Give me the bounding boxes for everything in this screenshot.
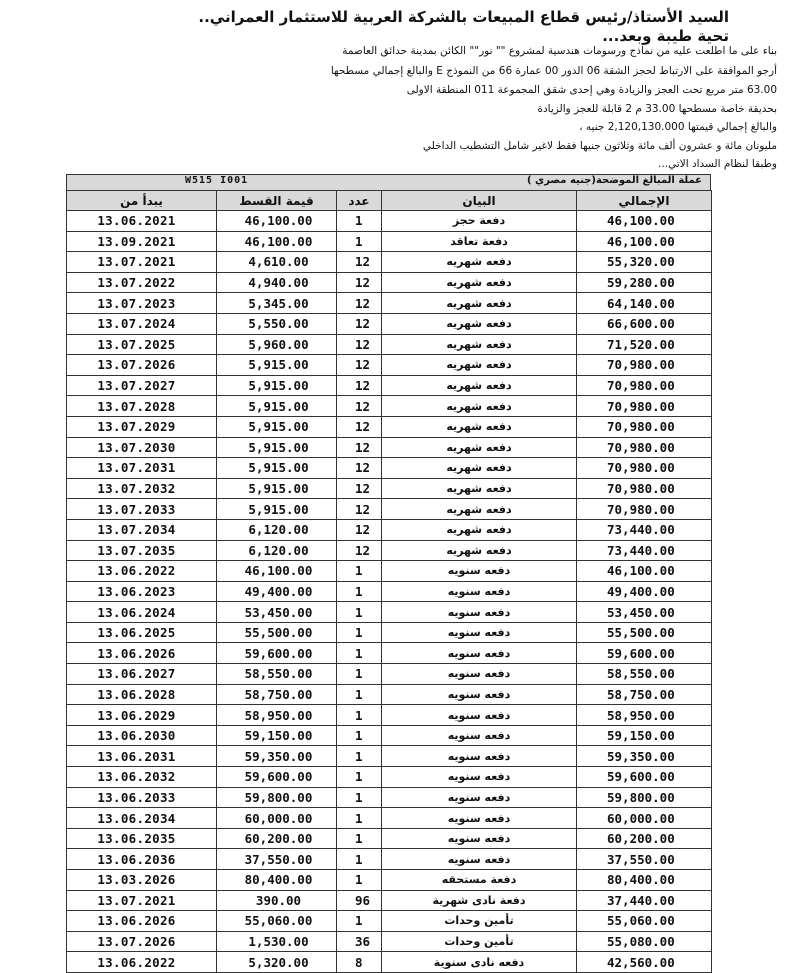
salutation-line: السيد الأستاذ/رئيس قطاع المبيعات بالشركة العربية للاستثمار العمراني.. bbox=[198, 8, 729, 26]
cell-total: 70,980.00 bbox=[577, 437, 712, 458]
cell-installment: 59,600.00 bbox=[217, 643, 337, 664]
cell-start-date: 13.06.2022 bbox=[67, 952, 217, 973]
cell-description: دفعه شهريه bbox=[382, 519, 577, 540]
cell-total: 53,450.00 bbox=[577, 602, 712, 623]
table-row bbox=[67, 540, 712, 561]
cell-start-date: 13.07.2021 bbox=[67, 890, 217, 911]
table-row bbox=[67, 643, 712, 664]
cell-start-date: 13.07.2021 bbox=[67, 252, 217, 273]
cell-count: 1 bbox=[337, 684, 382, 705]
table-row bbox=[67, 581, 712, 602]
payment-schedule bbox=[66, 174, 711, 973]
cell-installment: 80,400.00 bbox=[217, 870, 337, 891]
cell-installment: 58,950.00 bbox=[217, 705, 337, 726]
cell-installment: 5,550.00 bbox=[217, 313, 337, 334]
cell-total: 58,750.00 bbox=[577, 684, 712, 705]
cell-installment: 60,000.00 bbox=[217, 808, 337, 829]
cell-start-date: 13.07.2033 bbox=[67, 499, 217, 520]
cell-description: دفعه سنويه bbox=[382, 602, 577, 623]
cell-installment: 5,915.00 bbox=[217, 437, 337, 458]
cell-description: دفعه شهريه bbox=[382, 540, 577, 561]
cell-count: 12 bbox=[337, 396, 382, 417]
cell-start-date: 13.07.2034 bbox=[67, 519, 217, 540]
cell-description: دفعه سنويه bbox=[382, 622, 577, 643]
cell-start-date: 13.06.2026 bbox=[67, 643, 217, 664]
cell-total: 70,980.00 bbox=[577, 458, 712, 479]
cell-total: 70,980.00 bbox=[577, 416, 712, 437]
cell-count: 1 bbox=[337, 746, 382, 767]
cell-installment: 6,120.00 bbox=[217, 540, 337, 561]
table-row bbox=[67, 334, 712, 355]
cell-description: دفعه شهريه bbox=[382, 458, 577, 479]
currency-note: عملة المبالغ الموضحة(جنيه مصري ) bbox=[526, 175, 702, 186]
cell-start-date: 13.06.2027 bbox=[67, 664, 217, 685]
cell-total: 70,980.00 bbox=[577, 375, 712, 396]
cell-description: دفعه شهريه bbox=[382, 499, 577, 520]
table-row bbox=[67, 787, 712, 808]
table-row bbox=[67, 911, 712, 932]
cell-installment: 37,550.00 bbox=[217, 849, 337, 870]
cell-count: 1 bbox=[337, 643, 382, 664]
cell-start-date: 13.07.2025 bbox=[67, 334, 217, 355]
cell-description: دفعه سنويه bbox=[382, 561, 577, 582]
header-count: عدد bbox=[337, 191, 382, 211]
cell-installment: 4,610.00 bbox=[217, 252, 337, 273]
cell-start-date: 13.06.2034 bbox=[67, 808, 217, 829]
cell-installment: 59,800.00 bbox=[217, 787, 337, 808]
table-row bbox=[67, 355, 712, 376]
cell-description: دفعه سنويه bbox=[382, 725, 577, 746]
cell-installment: 60,200.00 bbox=[217, 828, 337, 849]
cell-installment: 58,750.00 bbox=[217, 684, 337, 705]
table-row bbox=[67, 416, 712, 437]
cell-installment: 5,915.00 bbox=[217, 416, 337, 437]
cell-start-date: 13.06.2029 bbox=[67, 705, 217, 726]
cell-total: 59,150.00 bbox=[577, 725, 712, 746]
cell-installment: 5,915.00 bbox=[217, 478, 337, 499]
cell-installment: 5,915.00 bbox=[217, 458, 337, 479]
cell-start-date: 13.06.2035 bbox=[67, 828, 217, 849]
cell-count: 1 bbox=[337, 602, 382, 623]
table-row bbox=[67, 375, 712, 396]
cell-description: دفعه سنويه bbox=[382, 705, 577, 726]
cell-count: 12 bbox=[337, 355, 382, 376]
cell-start-date: 13.06.2036 bbox=[67, 849, 217, 870]
letter-body-line-3: 63.00 متر مربع تحت العجز والزيادة وهي إحدى شقق المجموعة 011 المنطقة الاولى bbox=[406, 84, 777, 96]
cell-total: 59,600.00 bbox=[577, 643, 712, 664]
cell-installment: 58,550.00 bbox=[217, 664, 337, 685]
cell-count: 12 bbox=[337, 478, 382, 499]
cell-installment: 5,915.00 bbox=[217, 355, 337, 376]
cell-total: 60,000.00 bbox=[577, 808, 712, 829]
cell-start-date: 13.06.2025 bbox=[67, 622, 217, 643]
cell-installment: 5,345.00 bbox=[217, 293, 337, 314]
cell-start-date: 13.06.2030 bbox=[67, 725, 217, 746]
cell-total: 58,550.00 bbox=[577, 664, 712, 685]
cell-start-date: 13.03.2026 bbox=[67, 870, 217, 891]
table-row bbox=[67, 828, 712, 849]
cell-description: دفعه شهريه bbox=[382, 272, 577, 293]
cell-start-date: 13.06.2026 bbox=[67, 911, 217, 932]
table-row bbox=[67, 664, 712, 685]
table-row bbox=[67, 705, 712, 726]
letter-header bbox=[0, 0, 799, 175]
letter-body-line-6: مليونان مائة و عشرون ألف مائة وثلاثون جنيها فقط لاغير شامل التشطيب الداخلي bbox=[422, 140, 777, 152]
cell-installment: 46,100.00 bbox=[217, 231, 337, 252]
cell-total: 59,280.00 bbox=[577, 272, 712, 293]
cell-description: دفعه شهريه bbox=[382, 416, 577, 437]
cell-total: 37,550.00 bbox=[577, 849, 712, 870]
table-caption bbox=[66, 174, 711, 190]
cell-count: 8 bbox=[337, 952, 382, 973]
letter-body-line-7: وطبقا لنظام السداد الاتي... bbox=[658, 158, 777, 170]
cell-count: 1 bbox=[337, 622, 382, 643]
cell-description: تأمين وحدات bbox=[382, 911, 577, 932]
cell-start-date: 13.07.2030 bbox=[67, 437, 217, 458]
cell-start-date: 13.06.2031 bbox=[67, 746, 217, 767]
header-description: البيان bbox=[382, 191, 577, 211]
cell-installment: 46,100.00 bbox=[217, 211, 337, 232]
header-installment: قيمة القسط bbox=[217, 191, 337, 211]
cell-start-date: 13.06.2022 bbox=[67, 561, 217, 582]
table-row bbox=[67, 437, 712, 458]
letter-body-line-5: والبالغ إجمالي قيمتها 2,120,130.000 جنيه ، bbox=[579, 121, 777, 133]
cell-installment: 59,600.00 bbox=[217, 767, 337, 788]
cell-count: 12 bbox=[337, 437, 382, 458]
cell-description: دفعه شهريه bbox=[382, 437, 577, 458]
table-row bbox=[67, 767, 712, 788]
cell-total: 59,800.00 bbox=[577, 787, 712, 808]
cell-count: 1 bbox=[337, 828, 382, 849]
table-row bbox=[67, 252, 712, 273]
cell-description: دفعه سنويه bbox=[382, 808, 577, 829]
cell-start-date: 13.07.2026 bbox=[67, 355, 217, 376]
table-row bbox=[67, 746, 712, 767]
table-row bbox=[67, 396, 712, 417]
table-row bbox=[67, 211, 712, 232]
cell-total: 70,980.00 bbox=[577, 478, 712, 499]
cell-count: 1 bbox=[337, 849, 382, 870]
cell-description: دفعه شهريه bbox=[382, 334, 577, 355]
table-row bbox=[67, 808, 712, 829]
header-start-date: يبدأ من bbox=[67, 191, 217, 211]
cell-count: 12 bbox=[337, 272, 382, 293]
cell-count: 12 bbox=[337, 458, 382, 479]
cell-description: دفعه نادى سنوية bbox=[382, 952, 577, 973]
cell-installment: 5,915.00 bbox=[217, 375, 337, 396]
table-row bbox=[67, 561, 712, 582]
cell-count: 1 bbox=[337, 561, 382, 582]
table-header-row bbox=[67, 191, 712, 211]
table-row bbox=[67, 931, 712, 952]
cell-start-date: 13.07.2022 bbox=[67, 272, 217, 293]
cell-total: 42,560.00 bbox=[577, 952, 712, 973]
cell-count: 1 bbox=[337, 211, 382, 232]
cell-count: 1 bbox=[337, 870, 382, 891]
cell-description: دفعة مستحقه bbox=[382, 870, 577, 891]
table-row bbox=[67, 499, 712, 520]
cell-start-date: 13.09.2021 bbox=[67, 231, 217, 252]
letter-body-line-4: بحديقة خاصة مسطحها 33.00 م 2 قابلة للعجز والزيادة bbox=[537, 103, 777, 115]
cell-total: 70,980.00 bbox=[577, 499, 712, 520]
cell-count: 36 bbox=[337, 931, 382, 952]
table-row bbox=[67, 622, 712, 643]
cell-count: 12 bbox=[337, 375, 382, 396]
cell-count: 12 bbox=[337, 416, 382, 437]
cell-total: 59,350.00 bbox=[577, 746, 712, 767]
cell-count: 1 bbox=[337, 767, 382, 788]
cell-installment: 5,915.00 bbox=[217, 499, 337, 520]
cell-total: 73,440.00 bbox=[577, 540, 712, 561]
cell-count: 1 bbox=[337, 808, 382, 829]
letter-body-line-1: بناء على ما اطلعت عليه من نماذج ورسومات هندسية لمشروع "" نور"" الكائن بمدينة حدائق العاصمة bbox=[342, 45, 777, 57]
cell-total: 80,400.00 bbox=[577, 870, 712, 891]
table-row bbox=[67, 890, 712, 911]
table-body bbox=[67, 211, 712, 973]
cell-description: دفعه شهريه bbox=[382, 478, 577, 499]
cell-installment: 390.00 bbox=[217, 890, 337, 911]
table-row bbox=[67, 293, 712, 314]
cell-total: 73,440.00 bbox=[577, 519, 712, 540]
table-row bbox=[67, 725, 712, 746]
cell-total: 60,200.00 bbox=[577, 828, 712, 849]
cell-count: 12 bbox=[337, 313, 382, 334]
cell-count: 1 bbox=[337, 787, 382, 808]
cell-installment: 59,350.00 bbox=[217, 746, 337, 767]
cell-total: 46,100.00 bbox=[577, 211, 712, 232]
cell-total: 46,100.00 bbox=[577, 231, 712, 252]
cell-start-date: 13.07.2024 bbox=[67, 313, 217, 334]
cell-installment: 53,450.00 bbox=[217, 602, 337, 623]
cell-start-date: 13.06.2032 bbox=[67, 767, 217, 788]
cell-total: 55,320.00 bbox=[577, 252, 712, 273]
cell-description: دفعه شهريه bbox=[382, 313, 577, 334]
unit-codes: W515 I001 bbox=[185, 175, 249, 186]
cell-installment: 4,940.00 bbox=[217, 272, 337, 293]
cell-start-date: 13.06.2021 bbox=[67, 211, 217, 232]
cell-start-date: 13.06.2024 bbox=[67, 602, 217, 623]
cell-total: 71,520.00 bbox=[577, 334, 712, 355]
cell-total: 46,100.00 bbox=[577, 561, 712, 582]
table-row bbox=[67, 849, 712, 870]
cell-description: دفعه سنويه bbox=[382, 581, 577, 602]
cell-total: 59,600.00 bbox=[577, 767, 712, 788]
cell-description: دفعة تعاقد bbox=[382, 231, 577, 252]
table-row bbox=[67, 272, 712, 293]
cell-count: 12 bbox=[337, 499, 382, 520]
cell-description: دفعة نادى شهرية bbox=[382, 890, 577, 911]
cell-count: 1 bbox=[337, 231, 382, 252]
cell-description: دفعه شهريه bbox=[382, 396, 577, 417]
cell-installment: 5,960.00 bbox=[217, 334, 337, 355]
cell-count: 12 bbox=[337, 519, 382, 540]
cell-description: دفعه سنويه bbox=[382, 643, 577, 664]
cell-start-date: 13.06.2023 bbox=[67, 581, 217, 602]
cell-installment: 1,530.00 bbox=[217, 931, 337, 952]
cell-count: 12 bbox=[337, 540, 382, 561]
cell-description: دفعة حجز bbox=[382, 211, 577, 232]
cell-start-date: 13.07.2026 bbox=[67, 931, 217, 952]
table-row bbox=[67, 870, 712, 891]
table-row bbox=[67, 458, 712, 479]
cell-total: 55,080.00 bbox=[577, 931, 712, 952]
cell-installment: 49,400.00 bbox=[217, 581, 337, 602]
cell-description: دفعه سنويه bbox=[382, 828, 577, 849]
cell-installment: 55,500.00 bbox=[217, 622, 337, 643]
cell-count: 12 bbox=[337, 252, 382, 273]
cell-total: 66,600.00 bbox=[577, 313, 712, 334]
table-row bbox=[67, 952, 712, 973]
cell-description: دفعه سنويه bbox=[382, 767, 577, 788]
table-row bbox=[67, 313, 712, 334]
cell-count: 1 bbox=[337, 911, 382, 932]
cell-installment: 59,150.00 bbox=[217, 725, 337, 746]
cell-description: دفعه شهريه bbox=[382, 375, 577, 396]
cell-description: دفعه شهريه bbox=[382, 293, 577, 314]
letter-body-line-2: أرجو الموافقة على الارتباط لحجز الشقة 06 الدور 00 عمارة 66 من النموذج E والبالغ إجمالي مسطحها bbox=[330, 65, 777, 77]
greeting-line: تحية طيبة وبعد... bbox=[602, 27, 729, 45]
cell-total: 70,980.00 bbox=[577, 355, 712, 376]
cell-total: 55,500.00 bbox=[577, 622, 712, 643]
cell-start-date: 13.07.2028 bbox=[67, 396, 217, 417]
table-row bbox=[67, 231, 712, 252]
cell-count: 12 bbox=[337, 293, 382, 314]
cell-start-date: 13.06.2028 bbox=[67, 684, 217, 705]
cell-count: 1 bbox=[337, 664, 382, 685]
cell-start-date: 13.07.2035 bbox=[67, 540, 217, 561]
cell-installment: 46,100.00 bbox=[217, 561, 337, 582]
cell-installment: 5,915.00 bbox=[217, 396, 337, 417]
cell-start-date: 13.07.2027 bbox=[67, 375, 217, 396]
cell-installment: 55,060.00 bbox=[217, 911, 337, 932]
table-row bbox=[67, 602, 712, 623]
table-row bbox=[67, 684, 712, 705]
cell-count: 12 bbox=[337, 334, 382, 355]
table-row bbox=[67, 519, 712, 540]
cell-total: 37,440.00 bbox=[577, 890, 712, 911]
cell-description: دفعه سنويه bbox=[382, 664, 577, 685]
cell-description: تأمين وحدات bbox=[382, 931, 577, 952]
table-row bbox=[67, 478, 712, 499]
cell-start-date: 13.07.2023 bbox=[67, 293, 217, 314]
payment-table bbox=[66, 190, 712, 973]
cell-installment: 6,120.00 bbox=[217, 519, 337, 540]
header-total: الإجمالي bbox=[577, 191, 712, 211]
cell-installment: 5,320.00 bbox=[217, 952, 337, 973]
cell-start-date: 13.06.2033 bbox=[67, 787, 217, 808]
cell-total: 70,980.00 bbox=[577, 396, 712, 417]
cell-description: دفعه سنويه bbox=[382, 787, 577, 808]
cell-description: دفعه سنويه bbox=[382, 746, 577, 767]
cell-description: دفعه سنويه bbox=[382, 849, 577, 870]
cell-description: دفعه سنويه bbox=[382, 684, 577, 705]
cell-total: 55,060.00 bbox=[577, 911, 712, 932]
cell-count: 1 bbox=[337, 725, 382, 746]
cell-start-date: 13.07.2031 bbox=[67, 458, 217, 479]
cell-total: 58,950.00 bbox=[577, 705, 712, 726]
cell-description: دفعه شهريه bbox=[382, 355, 577, 376]
cell-start-date: 13.07.2029 bbox=[67, 416, 217, 437]
cell-start-date: 13.07.2032 bbox=[67, 478, 217, 499]
cell-count: 1 bbox=[337, 581, 382, 602]
cell-count: 1 bbox=[337, 705, 382, 726]
cell-description: دفعه شهريه bbox=[382, 252, 577, 273]
cell-count: 96 bbox=[337, 890, 382, 911]
cell-total: 64,140.00 bbox=[577, 293, 712, 314]
cell-total: 49,400.00 bbox=[577, 581, 712, 602]
